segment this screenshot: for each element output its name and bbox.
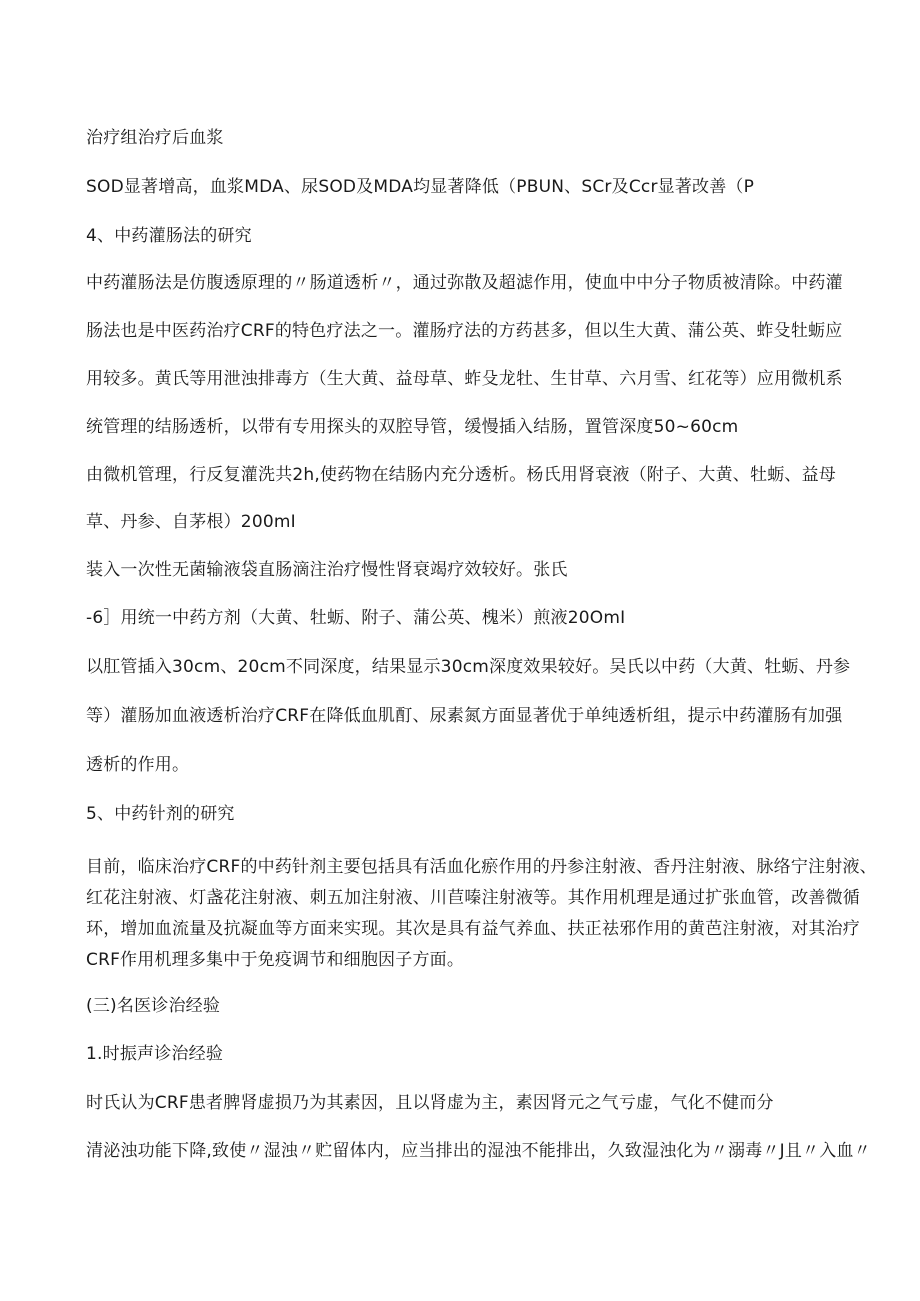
text-line: 目前，临床治疗CRF的中药针剂主要包括具有活血化瘀作用的丹参注射液、香丹注射液、脉络宁注射液、 (86, 857, 877, 877)
text-line: 等）灌肠加血液透析治疗CRF在降低血肌酊、尿素氮方面显著优于单纯透析组，提示中药灌肠有加强 (86, 706, 843, 726)
subsection-heading: 1.时振声诊治经验 (86, 1044, 224, 1064)
text-line: 草、丹参、自茅根）200mI (86, 512, 296, 532)
section-heading: 5、中药针剂的研究 (86, 804, 235, 824)
text-line: 清泌浊功能下降,致使〃湿浊〃贮留体内，应当排出的湿浊不能排出，久致湿浊化为〃溺毒〃J且〃入血〃 (86, 1141, 871, 1161)
text-line: 用较多。黄氏等用泄浊排毒方（生大黄、益母草、蚱殳龙牡、生甘草、六月雪、红花等）应用微机系 (86, 369, 843, 389)
text-line: 时氏认为CRF患者脾肾虚损乃为其素因，且以肾虚为主，素因肾元之气亏虚，气化不健而分 (86, 1093, 774, 1113)
text-line: 统管理的结肠透析，以带有专用探头的双腔导管，缓慢插入结肠，置管深度50~60cm (86, 417, 739, 437)
text-line: 红花注射液、灯盏花注射液、刺五加注射液、川苣嗪注射液等。其作用机理是通过扩张血管，改善微循 (86, 888, 860, 908)
text-line: 肠法也是中医药治疗CRF的特色疗法之一。灌肠疗法的方药甚多，但以生大黄、蒲公英、蚱殳牡蛎应 (86, 321, 843, 341)
section-heading: (三)名医诊治经验 (86, 996, 221, 1016)
text-line: CRF作用机理多集中于免疫调节和细胞因子方面。 (86, 950, 465, 970)
section-heading: 4、中药灌肠法的研究 (86, 226, 252, 246)
text-line: 环，增加血流量及抗凝血等方面来实现。其次是具有益气养血、扶正祛邪作用的黄芭注射液，对其治疗 (86, 919, 860, 939)
text-line: 以肛管插入30cm、20cm不同深度，结果显示30cm深度效果较好。吴氏以中药（大黄、牡蛎、丹参 (86, 657, 851, 677)
text-line: 透析的作用。 (86, 755, 190, 775)
text-line: SOD显著增高，血浆MDA、尿SOD及MDA均显著降低（PBUN、SCr及Ccr显著改善（P (86, 177, 755, 197)
text-line: 装入一次性无菌输液袋直肠滴注治疗慢性肾衰竭疗效较好。张氏 (86, 560, 568, 580)
text-line: 中药灌肠法是仿腹透原理的〃肠道透析〃，通过弥散及超滤作用，使血中中分子物质被清除。中药灌 (86, 273, 843, 293)
text-line: 由微机管理，行反复灌洗共2h,使药物在结肠内充分透析。杨氏用肾衰液（附子、大黄、牡蛎、益母 (86, 465, 836, 485)
text-line: -6］用统一中药方剂（大黄、牡蛎、附子、蒲公英、槐米）煎液20OmI (86, 608, 626, 628)
text-line: 治疗组治疗后血浆 (86, 128, 224, 148)
